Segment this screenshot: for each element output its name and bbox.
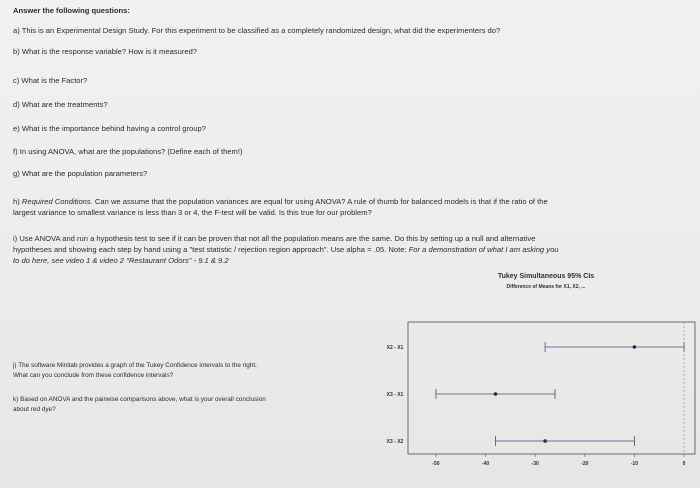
question-i-line2 (13, 245, 559, 255)
question-h-emphasis: Required Conditions. (21, 197, 93, 206)
x-tick-label: -30 (531, 461, 539, 467)
interval-estimate-point (543, 439, 547, 443)
tukey-chart (370, 262, 700, 488)
question-b: b) What is the response variable? How is it measured? (13, 47, 198, 56)
chart-title: Tukey Simultaneous 95% CIs (497, 273, 595, 280)
interval-estimate-point (494, 392, 498, 396)
question-j-line1: j) The software Minitab provides a graph of the Tukey Confidence intervals to the right. (13, 362, 257, 369)
x-tick-label: -10 (630, 461, 639, 467)
interval-estimate-point (633, 345, 637, 349)
category-label: X2 - X1 (386, 345, 404, 351)
x-tick-label: -20 (581, 461, 589, 467)
question-d: d) What are the treatments? (13, 100, 108, 109)
question-i-note-label: Note: (388, 245, 409, 254)
heading: Answer the following questions: (13, 6, 130, 15)
question-h-prefix: h) (13, 197, 22, 206)
question-i-line3: to do here, see video 1 & video 2 "Restaurant Odors" - 9.1 & 9.2 (13, 256, 229, 265)
question-i-note-text: For a demonstration of what I am asking you (408, 245, 559, 254)
question-c: c) What is the Factor? (13, 76, 88, 85)
category-label: X3 - X1 (386, 392, 404, 398)
category-label: X3 - X2 (386, 439, 404, 445)
x-tick-label: 0 (682, 461, 686, 467)
question-h-line1: Can we assume that the population variances are equal for using ANOVA? A rule of thumb for balanced models is that if the ratio of the (92, 197, 548, 206)
question-i-line1: i) Use ANOVA and run a hypothesis test to see if it can be proven that not all the population means are the same. Do this by setting up a null and alternative (13, 234, 536, 243)
chart-subtitle: Difference of Means for X1, X2, ... (506, 284, 586, 290)
question-i-line2-text: hypotheses and showing each step by hand using a "test statistic / rejection region approach". Use alpha = .05. (13, 245, 389, 254)
x-tick-label: -40 (481, 461, 490, 467)
x-tick-label: -50 (432, 461, 440, 467)
question-a: a) This is an Experimental Design Study. For this experiment to be classified as a completely randomized design, what did the experimenters do? (13, 26, 501, 35)
question-e: e) What is the importance behind having a control group? (13, 124, 206, 133)
question-f: f) In using ANOVA, what are the populations? (Define each of them!) (13, 147, 243, 156)
plot-frame (408, 322, 695, 454)
question-g: g) What are the population parameters? (13, 169, 148, 178)
question-k-line2: about red dye? (13, 406, 56, 413)
question-h (13, 197, 548, 207)
question-j-line2: What can you conclude from these confidence intervals? (13, 372, 174, 379)
question-h-line2: largest variance to smallest variance is less than 3 or 4, the F-test will be valid. Is this true for our problem? (13, 208, 372, 217)
question-k-line1: k) Based on ANOVA and the pairwise comparisons above, what is your overall conclusion (13, 396, 266, 403)
